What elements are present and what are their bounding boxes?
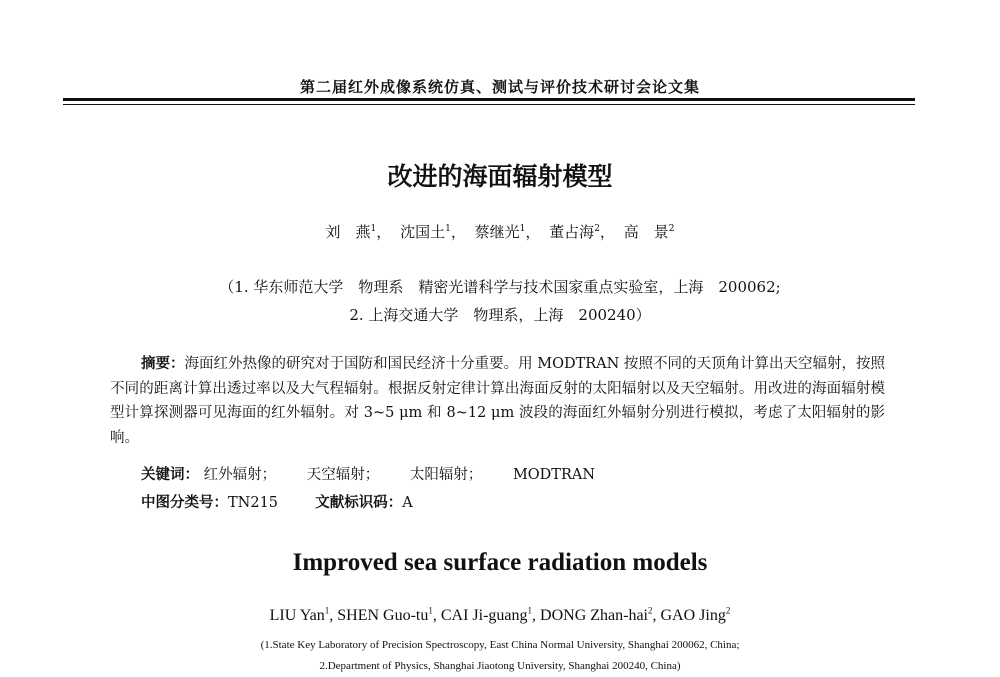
author-name: LIU Yan xyxy=(269,607,325,624)
author-separator: ， xyxy=(376,223,392,241)
keywords-label: 关键词： xyxy=(141,467,199,483)
author-name: 蔡继光 xyxy=(474,223,520,241)
abstract-label: 摘要： xyxy=(141,356,185,372)
author-affil-mark: 2 xyxy=(725,605,731,616)
author xyxy=(661,607,731,624)
author-separator: ， xyxy=(599,223,615,241)
abstract-text: 海面红外热像的研究对于国防和国民经济十分重要。用 MODTRAN 按照不同的天顶角计算出天空辐射，按照不同的距离计算出透过率以及大气程辐射。根据反射定律计算出海面反射的太阳辐射以及天空辐射。用改进的海面辐射模型计算探测器可见海面的红外辐射。对 3~5 μm 和 8~12 μm 波段的海面红外辐射分别进行模拟，考虑了太阳辐射的影响。 xyxy=(110,356,885,446)
running-head: 第二届红外成像系统仿真、测试与评价技术研讨会论文集 xyxy=(299,78,700,96)
chinese-abstract xyxy=(110,352,885,450)
author-name: DONG Zhan-hai xyxy=(540,607,648,624)
author xyxy=(624,221,675,242)
english-author-list xyxy=(0,607,1000,625)
keyword: 天空辐射； xyxy=(306,467,380,483)
author-affil-mark: 1 xyxy=(370,224,377,234)
author-name: CAI Ji-guang xyxy=(440,607,528,624)
chinese-affiliation-line-2: 2. 上海交通大学 物理系，上海 200240） xyxy=(349,306,651,324)
chinese-affiliation-line-1: （1. 华东师范大学 物理系 精密光谱科学与技术国家重点实验室，上海 200062; xyxy=(219,278,781,296)
doc-code-value: A xyxy=(402,495,413,511)
author-name: GAO Jing xyxy=(660,607,726,624)
english-affiliation-line-2: 2.Department of Physics, Shanghai Jiaotong University, Shanghai 200240, China) xyxy=(319,660,681,672)
keyword: 太阳辐射； xyxy=(409,467,483,483)
author-name: 沈国土 xyxy=(400,223,446,241)
author xyxy=(441,607,540,624)
author xyxy=(400,221,466,242)
clc-value: TN215 xyxy=(228,495,279,511)
author-affil-mark: 2 xyxy=(594,224,600,234)
author-separator: , xyxy=(329,607,338,624)
header-rule-thick xyxy=(63,98,915,101)
author xyxy=(540,607,660,624)
author-separator: , xyxy=(532,607,541,624)
author-separator: ， xyxy=(450,223,466,241)
author-name: 高 景 xyxy=(623,223,669,241)
doc-code-label: 文献标识码： xyxy=(315,495,403,511)
author-affil-mark: 1 xyxy=(445,224,451,234)
author-affil-mark: 1 xyxy=(428,605,433,616)
header-rule-thin xyxy=(63,104,915,105)
author-name: SHEN Guo-tu xyxy=(337,607,429,624)
author-name: 刘 燕 xyxy=(325,223,371,241)
author-name: 董占海 xyxy=(549,223,595,241)
english-affiliation-line-1: (1.State Key Laboratory of Precision Spectroscopy, East China Normal University, Shanghai 200062, China; xyxy=(260,639,740,651)
chinese-title: 改进的海面辐射模型 xyxy=(387,162,613,191)
author-affil-mark: 2 xyxy=(648,605,653,616)
author xyxy=(326,221,392,242)
author-affil-mark: 1 xyxy=(324,605,330,616)
author-separator: , xyxy=(432,607,441,624)
clc-label: 中图分类号： xyxy=(141,495,228,511)
keywords-line xyxy=(141,463,621,484)
author xyxy=(337,607,441,624)
chinese-author-list xyxy=(0,221,1000,242)
english-title: Improved sea surface radiation models xyxy=(292,549,708,576)
author-affil-mark: 1 xyxy=(527,605,533,616)
author-separator: ， xyxy=(525,223,541,241)
author xyxy=(270,607,338,624)
author-affil-mark: 1 xyxy=(519,224,526,234)
author-affil-mark: 2 xyxy=(668,224,675,234)
author-separator: , xyxy=(652,607,661,624)
author xyxy=(475,221,541,242)
keyword: 红外辐射； xyxy=(203,467,277,483)
author xyxy=(549,221,615,242)
keyword: MODTRAN xyxy=(512,467,596,483)
classification-line xyxy=(141,491,413,512)
